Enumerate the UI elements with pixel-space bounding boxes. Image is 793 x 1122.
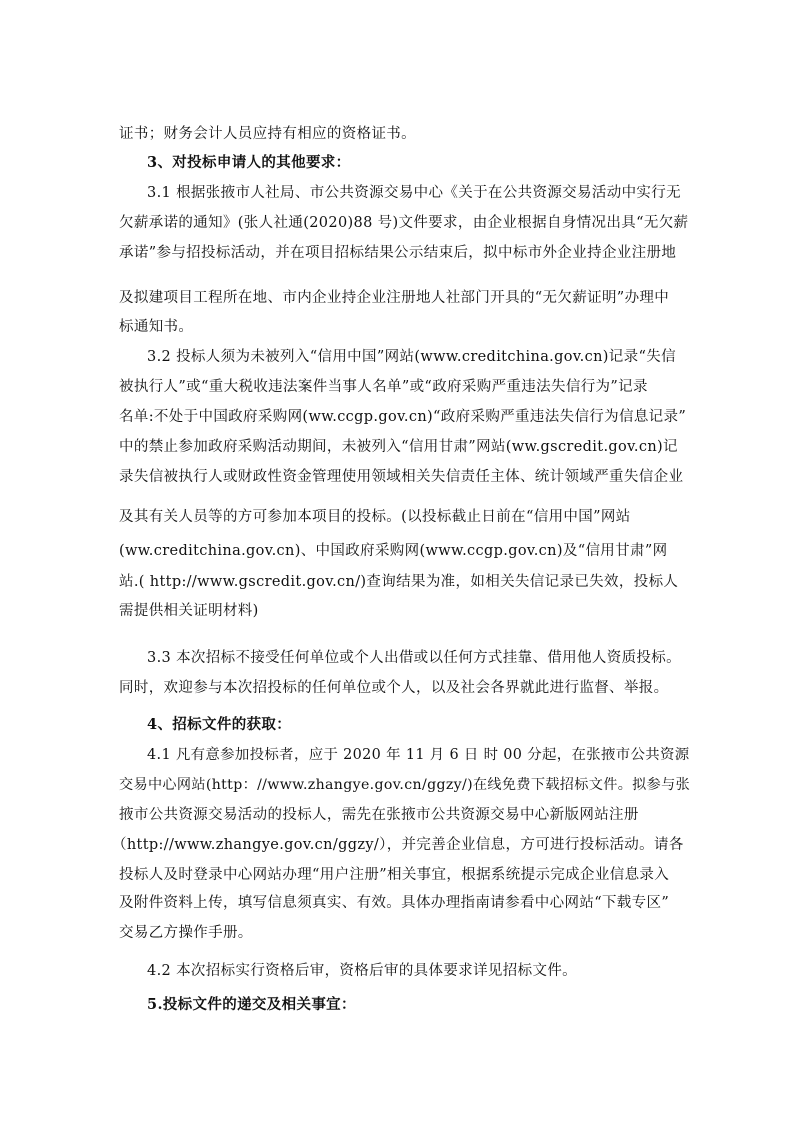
text-line: 需提供相关证明材料) bbox=[119, 603, 259, 619]
text-line: 投标人及时登录中心网站办理“用户注册”相关事宜，根据系统提示完成企业信息录入 bbox=[119, 867, 670, 883]
text-line: 掖市公共资源交易活动的投标人，需先在张掖市公共资源交易中心新版网站注册 bbox=[119, 807, 639, 823]
text-line: 站.( http://www.gscredit.gov.cn/)查询结果为准，如相关失信记录已失效，投标人 bbox=[119, 574, 679, 590]
text-line: 及拟建项目工程所在地、市内企业持企业注册地人社部门开具的“无欠薪证明”办理中 bbox=[119, 290, 670, 306]
section-heading: 5.投标文件的递交及相关事宜： bbox=[147, 996, 356, 1013]
section-heading: 3、对投标申请人的其他要求： bbox=[147, 154, 351, 171]
section-heading: 4、招标文件的获取： bbox=[147, 716, 292, 733]
text-line: 承诺”参与招投标活动，并在项目招标结果公示结束后，拟中标市外企业持企业注册地 bbox=[119, 245, 677, 261]
text-line: 同时，欢迎参与本次招投标的任何单位或个人，以及社会各界就此进行监督、举报。 bbox=[119, 680, 669, 696]
text-line: 标通知书。 bbox=[119, 319, 194, 335]
text-line: 被执行人”或“重大税收违法案件当事人名单”或“政府采购严重违法失信行为”记录 bbox=[119, 379, 648, 395]
text-line: 名单:不处于中国政府采购网(ww.ccgp.gov.cn)“政府采购严重违法失信行为信息记录” bbox=[119, 409, 687, 425]
text-line: 欠薪承诺的通知》(张人社通(2020)88 号)文件要求，由企业根据自身情况出具“无欠薪 bbox=[119, 215, 689, 231]
text-line: 录失信被执行人或财政性资金管理使用领域相关失信责任主体、统计领域严重失信企业 bbox=[119, 469, 684, 485]
text-line: 及其有关人员等的方可参加本项目的投标。(以投标截止日前在“信用中国”网站 bbox=[119, 509, 631, 525]
text-line: 证书；财务会计人员应持有相应的资格证书。 bbox=[119, 126, 416, 142]
text-line: (ww.creditchina.gov.cn)、中国政府采购网(www.ccgp.gov.cn)及“信用甘肃”网 bbox=[119, 543, 668, 559]
text-line: 3.3 本次招标不接受任何单位或个人出借或以任何方式挂靠、借用他人资质投标。 bbox=[147, 650, 681, 666]
text-line: 中的禁止参加政府采购活动期间，未被列入“信用甘肃”网站(ww.gscredit.gov.cn)记 bbox=[119, 439, 678, 455]
text-line: 交易乙方操作手册。 bbox=[119, 925, 253, 941]
text-line: （http://www.zhangye.gov.cn/ggzy/），并完善企业信息，方可进行投标活动。请各 bbox=[112, 837, 684, 853]
text-line: 及附件资料上传，填写信息须真实、有效。具体办理指南请参看中心网站“下载专区” bbox=[119, 895, 670, 911]
text-line: 交易中心网站(http：//www.zhangye.gov.cn/ggzy/)在线免费下载招标文件。拟参与张 bbox=[119, 777, 691, 793]
text-line: 4.2 本次招标实行资格后审，资格后审的具体要求详见招标文件。 bbox=[147, 963, 578, 979]
text-line: 4.1 凡有意参加投标者，应于 2020 年 11 月 6 日 时 00 分起，在张掖市公共资源 bbox=[147, 747, 690, 763]
text-line: 3.1 根据张掖市人社局、市公共资源交易中心《关于在公共资源交易活动中实行无 bbox=[147, 185, 681, 201]
text-line: 3.2 投标人须为未被列入“信用中国”网站(www.creditchina.gov.cn)记录“失信 bbox=[147, 349, 676, 365]
